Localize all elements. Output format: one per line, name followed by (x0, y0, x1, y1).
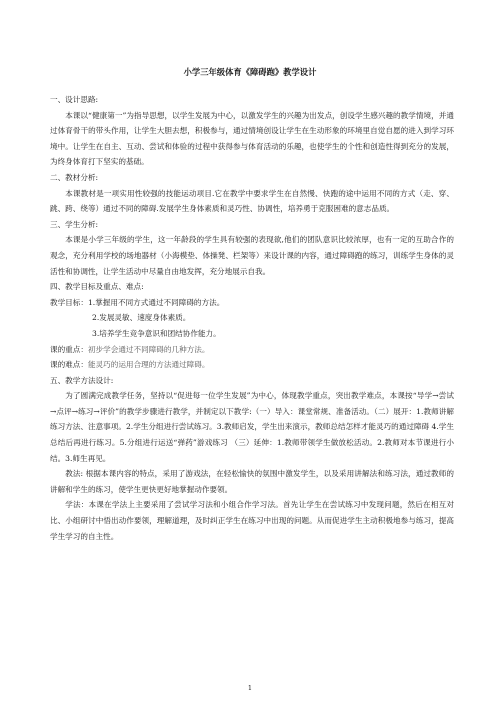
section-heading-students: 三、学生分析: (50, 219, 99, 229)
goal-item-3: 3.培养学生竞争意识和团结协作能力。 (92, 328, 221, 338)
paragraph-teaching-method: 教法: 根据本课内容的特点，采用了游戏法，在轻松愉快的氛围中激发学生，以及采用讲解法和练习法，通过教师的讲解和学生的练习，使学生更快更好地掌握动作要领。 (50, 469, 454, 494)
document-body (50, 92, 454, 544)
paragraph-design: 本课以“健康第一”为指导思想，以学生发展为中心，以激发学生的兴趣为出发点，创设学生感兴趣的教学情境，并通过体育骨干的带头作用，让学生大胆去想，积极参与，通过情境创设让学生在生动形象的环境里自觉自愿的进入到学习环境中。让学生在自主、互动、尝试和体验的过程中获得参与体育活动的乐趣，也使学生的个性和创造性得到充分的发展，为终身体育打下坚实的基础。 (50, 110, 454, 167)
section-heading-material: 二、教材分析: (50, 172, 99, 182)
difficulty-line (50, 357, 454, 373)
goal-item-1: 1.掌握用不同方式通过不同障碍的方法。 (87, 297, 225, 307)
key-point-label: 课的重点： (50, 344, 88, 354)
page-number: 1 (247, 684, 253, 692)
section-heading-design: 一、设计思路: (50, 95, 99, 104)
section-heading-goals: 四、教学目标及重点、难点: (50, 282, 144, 292)
difficulty-label: 课的难点： (50, 360, 88, 370)
paragraph-students: 本课是小学三年级的学生，这一年龄段的学生具有较强的表现欲,他们的团队意识比较浓厚，也有一定的互助合作的观念，充分利用学校的场地器材（小海模垫、体操凳、栏架等）来设计课的内容，通过障碍跑的练习，训练学生身体的灵活性和协调性，让学生活动中尽量自由地发挥，充分地展示自我。 (50, 235, 454, 276)
goal-item-2: 2.发展灵敏、速度身体素质。 (92, 313, 191, 323)
difficulty-text: 能灵巧的运用合理的方法通过障碍。 (87, 360, 210, 370)
paragraph-material: 本课教材是一项实用性较强的技能运动项目.它在教学中要求学生在自然慢、快跑的途中运用不同的方式（走、穿、跳、跨、绕等）通过不同的障碍.发展学生身体素质和灵巧性、协调性，培养勇于克服困难的意志品质。 (50, 188, 454, 214)
key-point-text: 初步学会通过不同障碍的几种方法。 (87, 344, 210, 354)
paragraph-methods-steps: 为了圆满完成教学任务，坚持以“促进每一位学生发展”为中心，体现教学重点，突出教学难点，本课按“导学→尝试→点评→练习→评价”的教学步骤进行教学，并制定以下教学:（一）导入：课堂常规、准备活动。（二）展开：1.教师讲解练习方法、注意事项。2.学生分组进行尝试练习。3.教师启发，学生出来演示，教师总结怎样才能灵巧的通过障碍 4.学生总结后再进行练习。5.分组进行运送“弹药”游戏练习 （三）延伸：1.教师带领学生做放松活动。2.教师对本节课进行小结。3.师生再见。 (50, 391, 454, 463)
key-point-line (50, 342, 454, 358)
section-heading-methods: 五、教学方法设计: (50, 375, 114, 385)
goal-line-1 (50, 295, 454, 311)
goal-label: 教学目标： (50, 297, 88, 307)
paragraph-learning-method: 学法：本课在学法上主要采用了尝试学习法和小组合作学习法。首先让学生在尝试练习中发现问题，然后在相互对比、小组研讨中悟出动作要领，理解道理，及时纠正学生在练习中出现的问题。从而促进学生主动积极地参与练习，提高学生学习的自主性。 (50, 500, 454, 541)
document-title: 小学三年级体育《障碍跑》教学设计 (183, 67, 317, 77)
